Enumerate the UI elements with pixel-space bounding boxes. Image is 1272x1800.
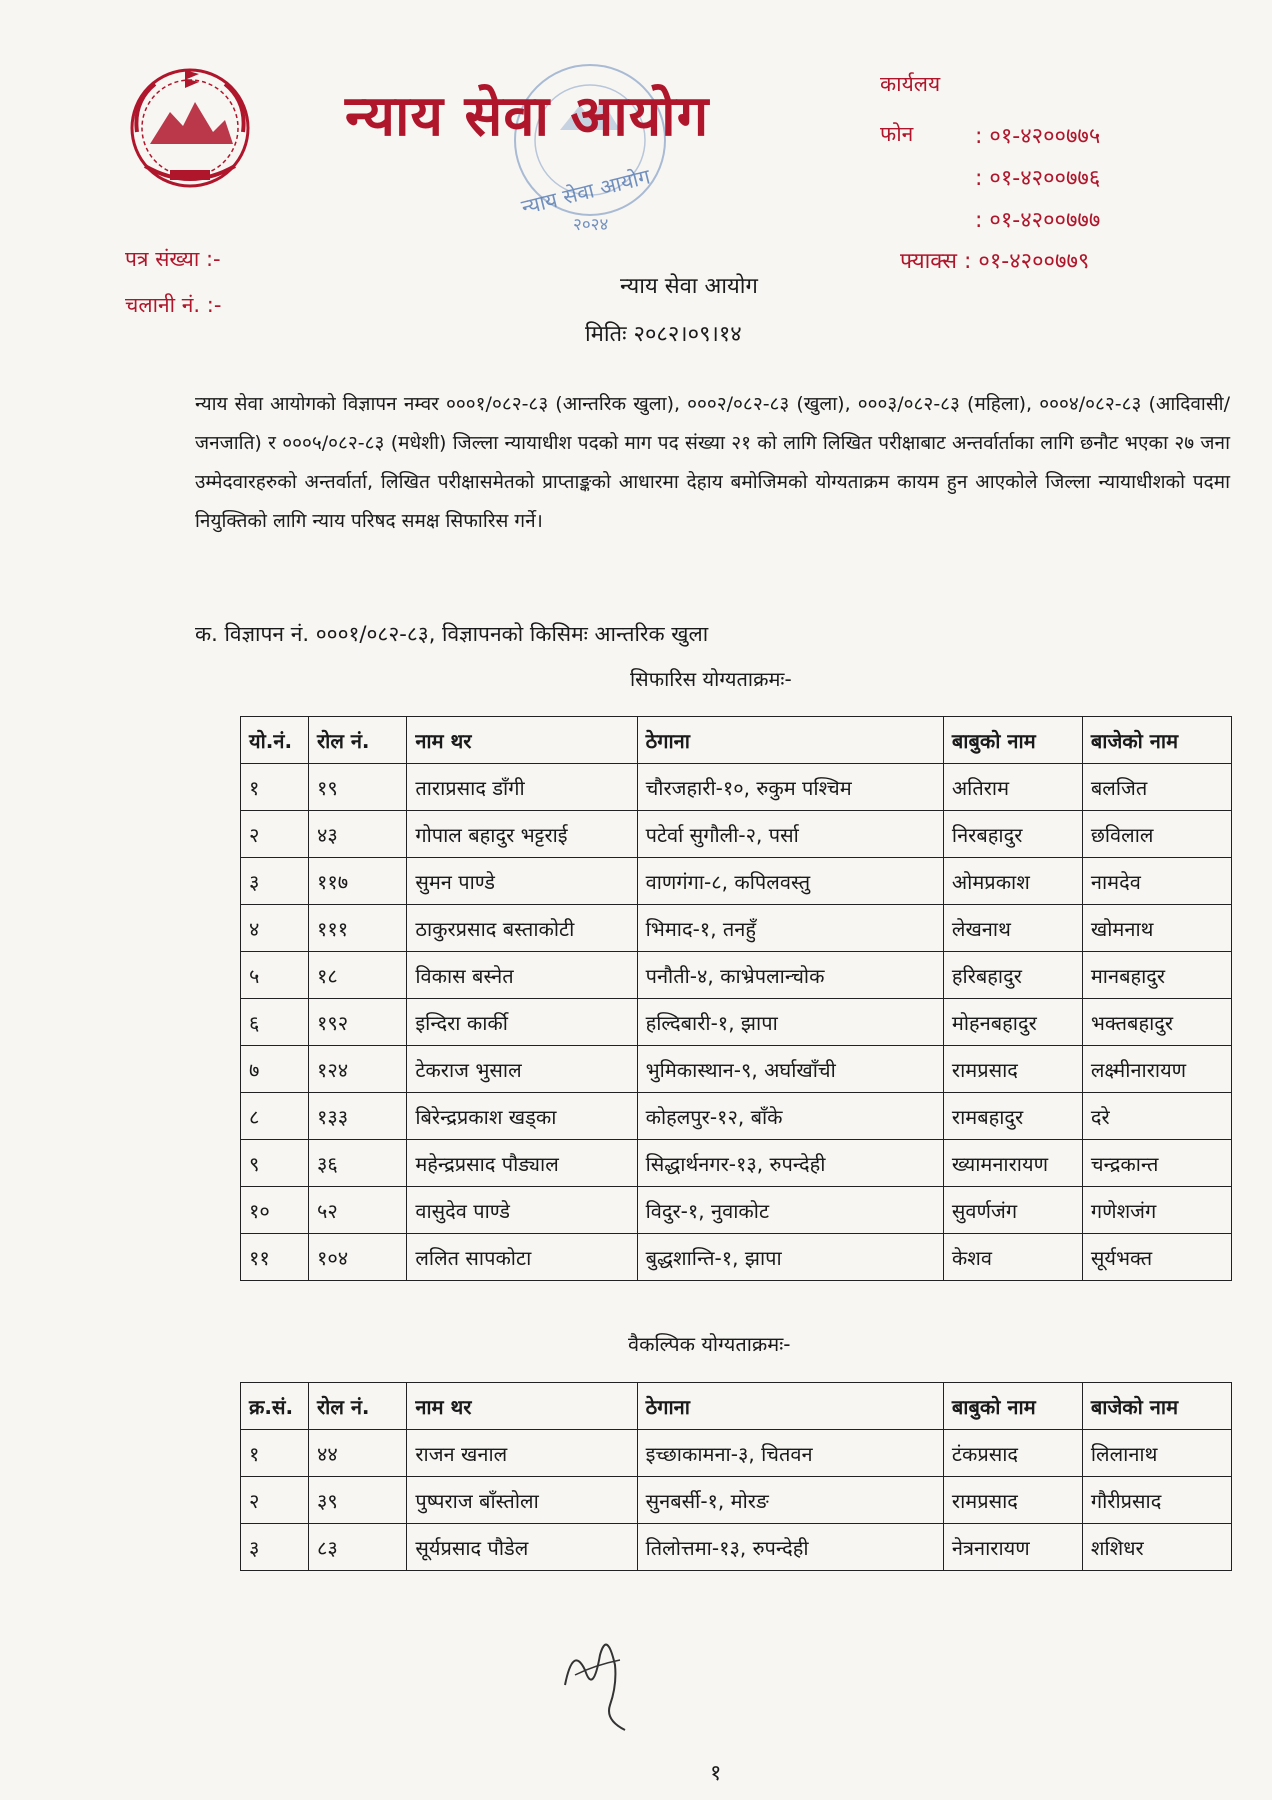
table-cell: राजन खनाल [407,1430,637,1477]
table-cell: पुष्पराज बाँस्तोला [407,1477,637,1524]
table-cell: चौरजहारी-१०, रुकुम पश्चिम [637,764,943,811]
organization-title: न्याय सेवा आयोग [345,84,710,149]
table-cell: हरिबहादुर [943,952,1082,999]
table-cell: ४ [241,905,309,952]
phone-number: : ०१-४२००७७५ [975,124,1101,149]
table-row [241,1524,1232,1571]
national-emblem-icon [115,62,265,202]
table-cell: रामप्रसाद [943,1477,1082,1524]
signature-icon [555,1625,645,1735]
recommended-list-heading: सिफारिस योग्यताक्रमः- [630,667,792,691]
table-cell: ७ [241,1046,309,1093]
letter-number-label: पत्र संख्या :- [125,247,221,271]
table-cell: तिलोत्तमा-१३, रुपन्देही [637,1524,943,1571]
table-cell: चन्द्रकान्त [1082,1140,1231,1187]
table-row [241,764,1232,811]
column-header: बाबुको नाम [943,717,1082,764]
table-header-row [241,717,1232,764]
seal-year: २०२४ [573,215,609,235]
table-cell: कोहलपुर-१२, बाँके [637,1093,943,1140]
table-cell: १८ [308,952,406,999]
table-cell: १३३ [308,1093,406,1140]
notice-title: न्याय सेवा आयोग [620,274,758,299]
table-cell: छविलाल [1082,811,1231,858]
table-cell: ३६ [308,1140,406,1187]
column-header: रोल नं. [308,717,406,764]
table-row [241,811,1232,858]
table-cell: गौरीप्रसाद [1082,1477,1231,1524]
table-cell: ११७ [308,858,406,905]
table-row [241,1046,1232,1093]
dispatch-number-label: चलानी नं. :- [125,293,222,317]
table-cell: २ [241,1477,309,1524]
column-header: बाबुको नाम [943,1383,1082,1430]
page-number: १ [710,1761,722,1786]
column-header: रोल नं. [308,1383,406,1430]
column-header: नाम थर [407,717,637,764]
table-cell: खोमनाथ [1082,905,1231,952]
table-cell: २ [241,811,309,858]
table-cell: ५२ [308,1187,406,1234]
table-cell: लेखनाथ [943,905,1082,952]
phone-label: फोन [880,122,914,146]
table-cell: दरे [1082,1093,1231,1140]
table-cell: सूर्यभक्त [1082,1234,1231,1281]
table-cell: बिरेन्द्रप्रकाश खड्का [407,1093,637,1140]
table-cell: ठाकुरप्रसाद बस्ताकोटी [407,905,637,952]
table-cell: गोपाल बहादुर भट्टराई [407,811,637,858]
table-header-row [241,1383,1232,1430]
column-header: बाजेको नाम [1082,717,1231,764]
table-row [241,1093,1232,1140]
table-row [241,1430,1232,1477]
table-cell: ललित सापकोटा [407,1234,637,1281]
table-cell: १२४ [308,1046,406,1093]
table-cell: पनौती-४, काभ्रेपलान्चोक [637,952,943,999]
table-cell: भिमाद-१, तनहुँ [637,905,943,952]
notice-date: मितिः २०८२।०९।१४ [585,322,742,347]
table-row [241,905,1232,952]
phone-number: : ०१-४२००७७७ [975,208,1101,233]
table-cell: वाणगंगा-८, कपिलवस्तु [637,858,943,905]
table-cell: लिलानाथ [1082,1430,1231,1477]
table-cell: ६ [241,999,309,1046]
table-cell: टंकप्रसाद [943,1430,1082,1477]
table-cell: ताराप्रसाद डाँगी [407,764,637,811]
table-cell: वासुदेव पाण्डे [407,1187,637,1234]
table-cell: नेत्रनारायण [943,1524,1082,1571]
table-cell: ११ [241,1234,309,1281]
table-cell: विदुर-१, नुवाकोट [637,1187,943,1234]
table-cell: अतिराम [943,764,1082,811]
table-cell: लक्ष्मीनारायण [1082,1046,1231,1093]
section-heading: क. विज्ञापन नं. ०००१/०८२-८३, विज्ञापनको किसिमः आन्तरिक खुला [195,622,709,646]
table-cell: १ [241,764,309,811]
table-cell: ३९ [308,1477,406,1524]
table-row [241,1477,1232,1524]
table-cell: ४३ [308,811,406,858]
column-header: क्र.सं. [241,1383,309,1430]
table-cell: इच्छाकामना-३, चितवन [637,1430,943,1477]
table-cell: ख्यामनारायण [943,1140,1082,1187]
table-cell: केशव [943,1234,1082,1281]
table-cell: रामबहादुर [943,1093,1082,1140]
notice-body: न्याय सेवा आयोगको विज्ञापन नम्वर ०००१/०८२-८३ (आन्तरिक खुला), ०००२/०८२-८३ (खुला), ०००३/०८२-८३ (महिला), ०००४/०८२-८३ (आदिवासी/जनजाति) र ०००५/०८२-८३ (मधेशी) जिल्ला न्यायाधीश पदको माग पद संख्या २१ को लागि लिखित परीक्षाबाट अन्तर्वार्ताका लागि छनौट भएका २७ जना उम्मेदवारहरुको अन्तर्वार्ता, लिखित परीक्षासमेतको प्राप्ताङ्कको आधारमा देहाय बमोजिमको योग्यताक्रम कायम हुन आएकोले जिल्ला न्यायाधीशको पदमा नियुक्तिको लागि न्याय परिषद समक्ष सिफारिस गर्ने। [195,393,1230,532]
column-header: नाम थर [407,1383,637,1430]
column-header: यो.नं. [241,717,309,764]
table-row [241,1140,1232,1187]
table-cell: ४४ [308,1430,406,1477]
table-cell: गणेशजंग [1082,1187,1231,1234]
table-cell: ३ [241,1524,309,1571]
column-header: ठेगाना [637,1383,943,1430]
table-cell: टेकराज भुसाल [407,1046,637,1093]
table-cell: सुनबर्सी-१, मोरङ [637,1477,943,1524]
table-cell: ८ [241,1093,309,1140]
table-cell: भक्तबहादुर [1082,999,1231,1046]
table-cell: निरबहादुर [943,811,1082,858]
table-cell: मोहनबहादुर [943,999,1082,1046]
table-cell: सुवर्णजंग [943,1187,1082,1234]
recommended-table [240,716,1232,1281]
table-row [241,1234,1232,1281]
table-row [241,999,1232,1046]
table-cell: रामप्रसाद [943,1046,1082,1093]
table-cell: बलजित [1082,764,1231,811]
table-cell: मानबहादुर [1082,952,1231,999]
table-cell: १९२ [308,999,406,1046]
column-header: बाजेको नाम [1082,1383,1231,1430]
table-cell: पटेर्वा सुगौली-२, पर्सा [637,811,943,858]
office-label: कार्यलय [880,72,941,96]
table-cell: १ [241,1430,309,1477]
table-cell: ८३ [308,1524,406,1571]
table-row [241,1187,1232,1234]
table-cell: नामदेव [1082,858,1231,905]
column-header: ठेगाना [637,717,943,764]
table-cell: विकास बस्नेत [407,952,637,999]
table-cell: सूर्यप्रसाद पौडेल [407,1524,637,1571]
table-cell: १९ [308,764,406,811]
table-cell: भुमिकास्थान-९, अर्घाखाँची [637,1046,943,1093]
alternate-table [240,1382,1232,1571]
table-cell: ३ [241,858,309,905]
phone-number: : ०१-४२००७७६ [975,166,1101,191]
table-cell: १०४ [308,1234,406,1281]
table-cell: ९ [241,1140,309,1187]
table-cell: हल्दिबारी-१, झापा [637,999,943,1046]
table-row [241,952,1232,999]
table-cell: बुद्धशान्ति-१, झापा [637,1234,943,1281]
table-cell: १० [241,1187,309,1234]
table-cell: सुमन पाण्डे [407,858,637,905]
table-cell: महेन्द्रप्रसाद पौड्याल [407,1140,637,1187]
table-cell: १११ [308,905,406,952]
table-cell: सिद्धार्थनगर-१३, रुपन्देही [637,1140,943,1187]
table-cell: ओमप्रकाश [943,858,1082,905]
seal-text: न्याय सेवा आयोग [519,164,653,220]
fax-number: फ्याक्स : ०१-४२००७७९ [900,249,1090,274]
table-cell: शशिधर [1082,1524,1231,1571]
alternate-list-heading: वैकल्पिक योग्यताक्रमः- [628,1332,791,1356]
table-row [241,858,1232,905]
table-cell: इन्दिरा कार्की [407,999,637,1046]
table-cell: ५ [241,952,309,999]
